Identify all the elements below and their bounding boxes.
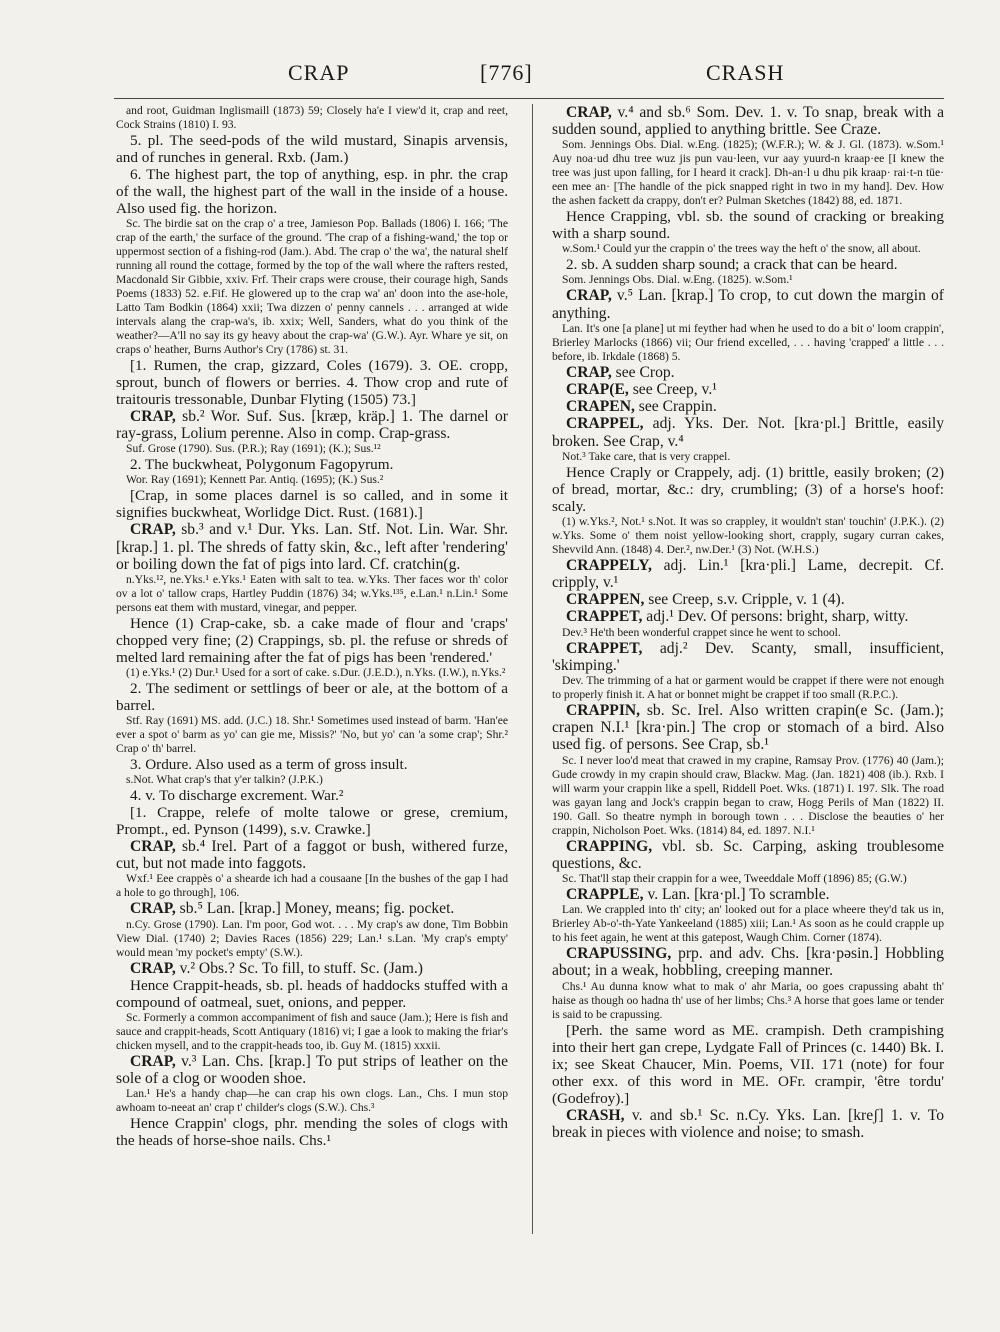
citation-paragraph: Dev. The trimming of a hat or garment would be crappet if there were not enough to properly finish it. A hat or bonnet might be crappet if too small (R.P.C.). xyxy=(552,674,944,702)
dictionary-entry xyxy=(552,591,944,608)
citation-paragraph: Sc. I never loo'd meat that crawed in my crapine, Ramsay Prov. (1776) 40 (Jam.); Gude crowdy in my crapin should craw, Blackw. Mag. (Jan. 1821) 408 (ib.). Rxb. I will warm your crappin like a spell, Riddell Poet. Wks. (1871) I. 197. Slk. The road was gayan lang and Jock's crappin began to craw, Hogg Perils of Man (1822) II. 190. Gall. So theatre nymph in borough town . . . Disclose the beauties o' her crappin, Nicholson Poet. Wks. (1814) 84, ed. 1897. N.I.¹ xyxy=(552,753,944,837)
sense-paragraph: 5. pl. The seed-pods of the wild mustard, Sinapis arvensis, and of runches in general. Rxb. (Jam.) xyxy=(116,132,508,166)
citation-paragraph: Lan.¹ He's a handy chap—he can crap his own clogs. Lan., Chs. I mun stop awhoam to-neeat an' crap t' childer's clogs (S.W.). Chs.³ xyxy=(116,1087,508,1115)
entry-text: see Creep, v.¹ xyxy=(628,381,717,399)
page-number: [776] xyxy=(480,60,533,85)
dictionary-entry xyxy=(552,945,944,979)
entry-text: sb. Sc. Irel. Also written crapin(e Sc. (Jam.); crapen N.I.¹ [kra·pin.] The crop or stomach of a bird. Also used fig. of persons. See Crap, sb.¹ xyxy=(552,702,944,754)
headword: CRAP(E, xyxy=(566,381,629,399)
entry-text: prp. and adv. Chs. [kra·pəsin.] Hobbling about; in a weak, hobbling, creeping manner. xyxy=(552,945,944,980)
citation-paragraph: Not.³ Take care, that is very crappel. xyxy=(562,449,731,463)
entry-text: v.⁵ Lan. [krap.] To crop, to cut down the margin of anything. xyxy=(552,287,944,322)
entry-text: v.² Obs.? Sc. To fill, to stuff. Sc. (Jam.) xyxy=(175,959,423,977)
entry-text: adj.¹ Dev. Of persons: bright, sharp, witty. xyxy=(642,608,909,626)
citation-paragraph: n.Cy. Grose (1790). Lan. I'm poor, God wot. . . . My crap's aw done, Tim Bobbin View Dial. (1740) 2; Davies Races (1856) 229; Lan.¹ s.Lan. 'My crap's empty' would mean 'my pocket's empty' (S.W.). xyxy=(116,917,508,959)
entry-text: adj. Yks. Der. Not. [kra·pl.] Brittle, easily broken. See Crap, v.⁴ xyxy=(552,415,944,450)
citation-paragraph: Stf. Ray (1691) MS. add. (J.C.) 18. Shr.¹ Sometimes used instead of barm. 'Han'ee ever a spot o' barm as yo' can gie me, Missis?' 'No, but yo' can 'a some crap'; Shr.² Crap o' th' barrel. xyxy=(116,714,508,756)
headword: CRASH, xyxy=(566,1106,625,1124)
entry-text: see Crop. xyxy=(611,363,675,381)
citation-paragraph: Dev.³ He'th been wonderful crappet since he went to school. xyxy=(562,625,841,639)
sense-paragraph: 3. Ordure. Also used as a term of gross insult. xyxy=(130,756,408,774)
headword: CRAPUSSING, xyxy=(566,945,672,963)
dictionary-entry xyxy=(116,1053,508,1087)
entry-text: sb.³ and v.¹ Dur. Yks. Lan. Stf. Not. Lin. War. Shr. [krap.] 1. pl. The shreds of fatty skin, &c., left after 'rendering' or boiling down the fat of pigs into lard. Cf. cratchin(g. xyxy=(116,521,508,573)
dictionary-entry xyxy=(552,287,944,321)
headword: CRAP, xyxy=(130,900,176,918)
headword: CRAP, xyxy=(130,1052,176,1070)
dictionary-entry xyxy=(116,521,508,573)
entry-text: sb.⁴ Irel. Part of a faggot or bush, withered furze, cut, but not made into faggots. xyxy=(116,838,508,873)
headword: CRAPPET, xyxy=(566,639,643,657)
dictionary-entry xyxy=(116,408,508,442)
citation-paragraph: Sc. The birdie sat on the crap o' a tree, Jamieson Pop. Ballads (1806) I. 166; 'The crap of the earth,' the surface of the ground. 'The crap of a fishing-wand,' the top or uppermost section of a fishing-rod (Jam.). Abd. The crap o' the wa', the natural shelf running all round the cottage, formed by the top of the wall where the rafters rested, Macdonald Sir Gibbie, xxiv. Frf. Their craps were crouse, their courage high, Sands Poems (1833) 52. e.Fif. He glowered up to the crap wa' an' doon into the ase-hole, Latto Tam Bodkin (1864) xxii; Twa dizzen o' penny cannels . . . arranged at wide intervals alang the crap-wa's, ib. xxix; Well, Sanders, what do you think of the weather?—A'll no say its gy heavy about the crap-wa' (G.W.). Ayr. Whare ye sit, on craps o' heather, Burns Author's Cry (1786) st. 31. xyxy=(116,217,508,356)
citation-paragraph: s.Not. What crap's that y'er talkin? (J.P.K.) xyxy=(126,773,323,787)
dictionary-entry xyxy=(552,364,944,381)
entry-text: see Creep, s.v. Cripple, v. 1 (4). xyxy=(644,591,845,609)
citation-paragraph: Chs.¹ Au dunna know what to mak o' ahr Maria, oo goes crapussing abaht th' haise as though oo hadna th' use of her limbs; Chs.³ A horse that goes lame or tender is said to be crapussing. xyxy=(552,979,944,1021)
entry-text: v.⁴ and sb.⁶ Som. Dev. 1. v. To snap, break with a sudden sound, applied to anything brittle. See Craze. xyxy=(552,104,944,139)
entry-text: see Crappin. xyxy=(634,398,717,416)
dictionary-entry xyxy=(552,1107,944,1141)
sense-paragraph: Hence Crappit-heads, sb. pl. heads of haddocks stuffed with a compound of oatmeal, suet, onions, and pepper. xyxy=(116,976,508,1011)
entry-text: vbl. sb. Sc. Carping, asking troublesome questions, &c. xyxy=(552,837,944,872)
sense-paragraph: Hence (1) Crap-cake, sb. a cake made of flour and 'craps' chopped very fine; (2) Crappings, sb. pl. the refuse or shreds of melted lard remaining after the fat of pigs has been 'rendered.' xyxy=(116,615,508,667)
etymology-paragraph: [1. Rumen, the crap, gizzard, Coles (1679). 3. OE. cropp, sprout, bunch of flowers or berries. 4. Thow crop and rute of traitouris tressonable, Dunbar Flyting (1505) 73.] xyxy=(116,357,508,408)
headword: CRAP, xyxy=(130,838,176,856)
dictionary-entry xyxy=(552,104,944,138)
left-column xyxy=(116,104,508,1149)
entry-text: adj. Lin.¹ [kra·pli.] Lame, decrepit. Cf. cripply, v.¹ xyxy=(552,556,944,592)
dictionary-entry xyxy=(552,557,944,591)
headword: CRAP, xyxy=(566,104,612,121)
sense-paragraph: Hence Crappin' clogs, phr. mending the soles of clogs with the heads of horse-shoe nails. Chs.¹ xyxy=(116,1115,508,1150)
citation-paragraph: Lan. It's one [a plane] ut mi feyther had when he used to do a bit o' loom crappin', Brierley Marlocks (1866) vii; Our friend excelled, . . . having 'crapped' a little . . . before, ib. Irkdale (1868) 5. xyxy=(552,321,944,363)
citation-paragraph: Sc. Formerly a common accompaniment of fish and sauce (Jam.); Here is fish and sauce and crappit-heads, Scott Antiquary (1816) vi; I gae a look to making the friar's chicken mysell, and to the crappit-heads too, ib. Guy M. (1815) xxxii. xyxy=(116,1010,508,1052)
headword: CRAPPEL, xyxy=(566,415,644,433)
dictionary-entry xyxy=(552,398,944,415)
header-rule xyxy=(114,98,944,99)
dictionary-entry xyxy=(552,415,944,449)
entry-text: v.³ Lan. Chs. [krap.] To put strips of leather on the sole of a clog or wooden shoe. xyxy=(116,1052,508,1088)
entry-text: v. Lan. [kra·pl.] To scramble. xyxy=(643,886,830,904)
header-right-word: CRASH xyxy=(706,60,785,85)
headword: CRAP, xyxy=(566,287,612,305)
running-header xyxy=(112,60,944,90)
headword: CRAPEN, xyxy=(566,398,635,416)
citation-paragraph: and root, Guidman Inglismaill (1873) 59; Closely ha'e I view'd it, crap and reet, Cock Strains (1810) I. 93. xyxy=(116,104,508,131)
citation-paragraph: Wxf.¹ Eee crappès o' a shearde ich had a cousaane [In the bushes of the gap I had a hole to go through], 106. xyxy=(116,872,508,900)
dictionary-entry xyxy=(552,640,944,674)
column-divider xyxy=(532,104,533,1234)
entry-text: sb.² Wor. Suf. Sus. [kræp, kräp.] 1. The darnel or ray-grass, Lolium perenne. Also in comp. Crap-grass. xyxy=(116,408,508,443)
citation-paragraph: (1) w.Yks.², Not.¹ s.Not. It was so crappley, it wouldn't stan' touchin' (J.P.K.). (2) w.Yks. Some o' them noist yellow-looking short, crapply, sugary curran cakes, Shevvild Ann. (1848) 4. Der.², nw.Der.¹ (3) Not. (W.H.S.) xyxy=(552,514,944,556)
citation-paragraph: Sc. That'll stap their crappin for a wee, Tweeddale Moff (1896) 85; (G.W.) xyxy=(562,872,907,886)
entry-text: sb.⁵ Lan. [krap.] Money, means; fig. pocket. xyxy=(175,900,455,918)
dictionary-entry xyxy=(116,900,508,917)
citation-paragraph: Suf. Grose (1790). Sus. (P.R.); Ray (1691); (K.); Sus.¹² xyxy=(126,442,381,456)
citation-paragraph: Wor. Ray (1691); Kennett Par. Antiq. (1695); (K.) Sus.² xyxy=(126,473,384,487)
sense-paragraph: 4. v. To discharge excrement. War.² xyxy=(130,787,344,805)
header-left-word: CRAP xyxy=(288,60,350,85)
dictionary-entry xyxy=(116,838,508,872)
sense-paragraph: 2. The buckwheat, Polygonum Fagopyrum. xyxy=(130,456,394,474)
headword: CRAPPEN, xyxy=(566,591,645,609)
right-column xyxy=(552,104,944,1141)
headword: CRAP, xyxy=(130,521,176,539)
sense-paragraph: 2. The sediment or settlings of beer or ale, at the bottom of a barrel. xyxy=(116,680,508,715)
headword: CRAP, xyxy=(566,363,612,381)
headword: CRAP, xyxy=(130,959,176,977)
entry-text: v. and sb.¹ Sc. n.Cy. Yks. Lan. [kreʃ] 1. v. To break in pieces with violence and noise; to smash. xyxy=(552,1106,944,1141)
sense-paragraph: Hence Craply or Crappely, adj. (1) brittle, easily broken; (2) of bread, mortar, &c.: dry, crumbling; (3) of a horse's hoof: scaly. xyxy=(552,463,944,515)
citation-paragraph: n.Yks.¹², ne.Yks.¹ e.Yks.¹ Eaten with salt to tea. w.Yks. Ther faces wor th' color ov a lot o' tallow craps, Hartley Puddin (1876) 34; w.Yks.¹³⁵, e.Lan.¹ n.Lin.¹ Some persons eat them with mustard, vinegar, and pepper. xyxy=(116,573,508,615)
headword: CRAPPLE, xyxy=(566,886,644,904)
dictionary-entry xyxy=(552,381,944,398)
dictionary-entry xyxy=(552,702,944,754)
headword: CRAPPELY, xyxy=(566,556,652,574)
dictionary-entry xyxy=(552,608,944,625)
headword: CRAPPING, xyxy=(566,837,653,855)
dictionary-entry xyxy=(116,960,508,977)
citation-paragraph: Som. Jennings Obs. Dial. w.Eng. (1825); (W.F.R.); W. & J. Gl. (1873). w.Som.¹ Auy noa·ud dhu tree wuz jis pun vau·leen, vur aay yuurd-n kraap·ee [I knew the tree was just upon falling, for I heard it crack]. Dh-an·l u dhu pik kraap· rai·t-n tüe· een mee an· [The handle of the pick snapped right in two in my hand]. Dev. How the ashen fackett da crappy, don't er? Pulman Sketches (1842) 88, ed. 1871. xyxy=(552,138,944,208)
headword: CRAPPET, xyxy=(566,608,643,626)
headword: CRAP, xyxy=(130,408,176,425)
etymology-paragraph: [1. Crappe, relefe of molte talowe or grese, cremium, Prompt., ed. Pynson (1499), s.v. Crawke.] xyxy=(116,804,508,839)
etymology-paragraph: [Crap, in some places darnel is so called, and in some it signifies buckwheat, Worlidge Dict. Rust. (1681).] xyxy=(116,487,508,522)
etymology-paragraph: [Perh. the same word as ME. crampish. Deth crampishing into their hert gan crepe, Lydgate Fall of Princes (c. 1440) Bk. I. ix; see Skeat Chaucer, Min. Poems, VII. 171 (note) for four other exx. of this word in ME. OFr. crampir, 'être tordu' (Godefroy).] xyxy=(552,1021,944,1107)
citation-paragraph: w.Som.¹ Could yur the crappin o' the trees way the heft o' the snow, all about. xyxy=(562,242,921,256)
sense-paragraph: 2. sb. A sudden sharp sound; a crack that can be heard. xyxy=(566,256,898,274)
citation-paragraph: Lan. We crappled into th' city; an' looked out for a place wheere they'd tak us in, Brierley Ab-o'-th-Yate Yankeeland (1885) xiii; Lan.¹ As soon as he could crapple up to his feet again, he went at this gatepost, Waugh Chim. Corner (1874). xyxy=(552,903,944,945)
dictionary-entry xyxy=(552,886,944,903)
citation-paragraph: Som. Jennings Obs. Dial. w.Eng. (1825). w.Som.¹ xyxy=(562,273,793,287)
dictionary-entry xyxy=(552,838,944,872)
citation-paragraph: (1) e.Yks.¹ (2) Dur.¹ Used for a sort of cake. s.Dur. (J.E.D.), n.Yks. (I.W.), n.Yks.² xyxy=(126,666,506,680)
sense-paragraph: Hence Crapping, vbl. sb. the sound of cracking or breaking with a sharp sound. xyxy=(552,208,944,243)
sense-paragraph: 6. The highest part, the top of anything, esp. in phr. the crap of the wall, the highest part of the wall in the inside of a house. Also used fig. the horizon. xyxy=(116,166,508,217)
headword: CRAPPIN, xyxy=(566,702,641,720)
entry-text: adj.² Dev. Scanty, small, insufficient, 'skimping.' xyxy=(552,639,944,674)
